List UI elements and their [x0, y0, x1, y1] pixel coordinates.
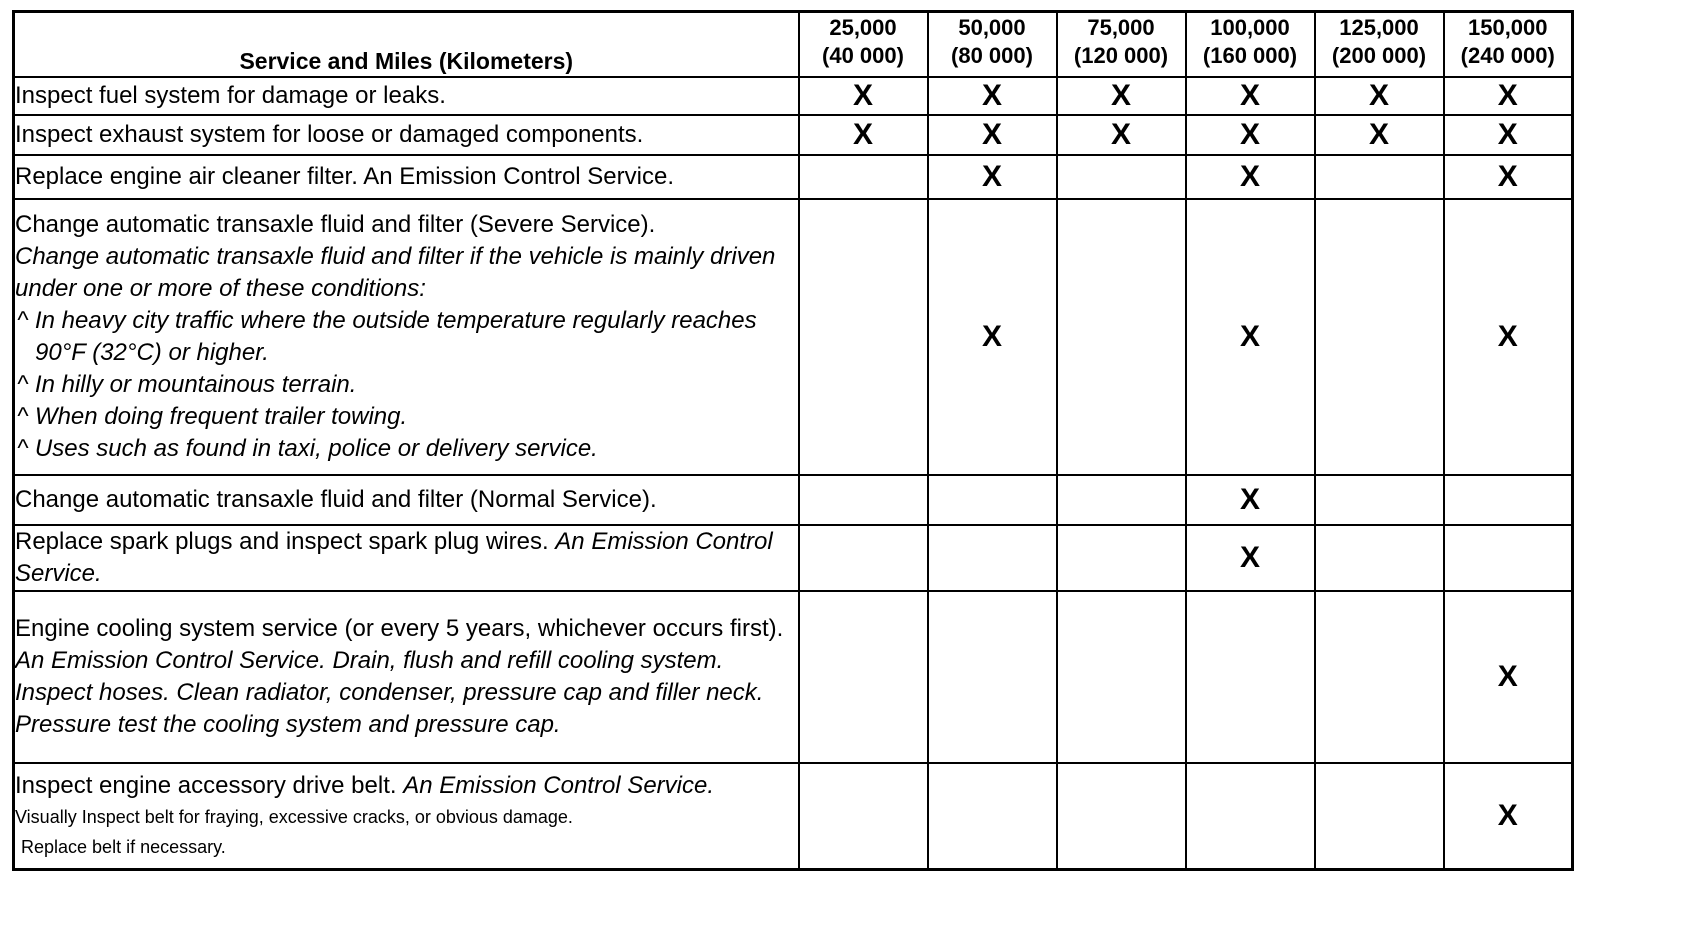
- condition-item: ^ In heavy city traffic where the outside temperature regularly reaches 90°F (32°C) or higher.: [17, 307, 757, 366]
- mark-cell: [1186, 115, 1315, 155]
- x-mark: X: [1239, 118, 1260, 151]
- mark-cell: [1057, 763, 1186, 869]
- mark-cell: [1057, 155, 1186, 199]
- mark-cell: [799, 199, 928, 475]
- x-mark: X: [1497, 118, 1518, 151]
- service-text: Change automatic transaxle fluid and filter (Normal Service).: [15, 486, 657, 513]
- mark-cell: [928, 475, 1057, 525]
- interval-km: (200 000): [1331, 43, 1427, 68]
- service-note: An Emission Control Service.: [15, 528, 773, 587]
- interval-header-100000: [1186, 12, 1315, 78]
- mark-cell: [799, 77, 928, 115]
- service-text: Inspect exhaust system for loose or damaged components.: [15, 121, 644, 148]
- mark-cell: [1057, 475, 1186, 525]
- x-mark: X: [1497, 798, 1518, 832]
- mark-cell: [928, 77, 1057, 115]
- mark-cell: [1315, 763, 1444, 869]
- mark-cell: [928, 525, 1057, 591]
- mark-cell: [1057, 199, 1186, 475]
- mark-cell: [1057, 77, 1186, 115]
- interval-header-150000: [1444, 12, 1573, 78]
- mark-cell: [1444, 77, 1573, 115]
- mark-cell: [1186, 591, 1315, 763]
- x-mark: X: [981, 160, 1002, 193]
- mark-cell: [1444, 525, 1573, 591]
- service-text: Replace engine air cleaner filter. An Emission Control Service.: [15, 163, 674, 190]
- x-mark: X: [1239, 483, 1260, 516]
- service-row-cooling-system: [14, 591, 1573, 763]
- mark-cell: [1444, 591, 1573, 763]
- mark-cell: [1186, 155, 1315, 199]
- mark-cell: [1186, 199, 1315, 475]
- mark-cell: [799, 525, 928, 591]
- mark-cell: [1057, 591, 1186, 763]
- service-text: Inspect fuel system for damage or leaks.: [15, 82, 446, 109]
- mark-cell: [1057, 115, 1186, 155]
- x-mark: X: [1239, 541, 1260, 574]
- mark-cell: [799, 475, 928, 525]
- mark-cell: [1315, 525, 1444, 591]
- mark-cell: [1444, 155, 1573, 199]
- service-description: [14, 115, 799, 155]
- interval-header-75000: [1057, 12, 1186, 78]
- interval-miles: 150,000: [1467, 15, 1548, 40]
- interval-miles: 125,000: [1339, 15, 1419, 40]
- service-text: Engine cooling system service (or every 5 years, whichever occurs first).: [15, 615, 784, 642]
- interval-km: (120 000): [1073, 43, 1169, 68]
- mark-cell: [1186, 763, 1315, 869]
- mark-cell: [1186, 525, 1315, 591]
- service-description: [14, 591, 799, 763]
- interval-miles: 25,000: [829, 15, 897, 40]
- service-description: [14, 763, 799, 869]
- x-mark: X: [1497, 160, 1518, 193]
- x-mark: X: [1497, 79, 1518, 112]
- mark-cell: [928, 155, 1057, 199]
- mark-cell: [928, 763, 1057, 869]
- x-mark: X: [981, 320, 1002, 353]
- interval-km: (240 000): [1460, 43, 1555, 68]
- mark-cell: [1315, 591, 1444, 763]
- x-mark: X: [981, 79, 1002, 112]
- service-detail: Replace belt if necessary.: [21, 836, 226, 857]
- mark-cell: [1186, 475, 1315, 525]
- mark-cell: [1315, 155, 1444, 199]
- mark-cell: [1315, 77, 1444, 115]
- x-mark: X: [1497, 320, 1518, 353]
- interval-km: (160 000): [1202, 43, 1298, 68]
- service-column-header: Service and Miles (Kilometers): [14, 12, 799, 78]
- mark-cell: [1315, 475, 1444, 525]
- interval-miles: 75,000: [1087, 15, 1155, 40]
- maintenance-schedule-table: [12, 10, 1574, 871]
- service-row-transaxle-severe: [14, 199, 1573, 475]
- service-note: Change automatic transaxle fluid and filter if the vehicle is mainly driven under one or more of these conditions:: [15, 243, 776, 302]
- service-row-drive-belt: [14, 763, 1573, 869]
- service-description: [14, 155, 799, 199]
- mark-cell: [799, 155, 928, 199]
- interval-miles: 100,000: [1210, 15, 1290, 40]
- service-description: [14, 77, 799, 115]
- x-mark: X: [1368, 118, 1389, 151]
- service-description: [14, 475, 799, 525]
- x-mark: X: [1239, 160, 1260, 193]
- mark-cell: [799, 591, 928, 763]
- mark-cell: [928, 115, 1057, 155]
- mark-cell: [799, 763, 928, 869]
- service-note: An Emission Control Service. Drain, flush and refill cooling system. Inspect hoses. Clean radiator, condenser, pressure cap and filler neck. Pressure test the cooling system and pressure cap.: [15, 647, 764, 738]
- mark-cell: [1444, 475, 1573, 525]
- service-row-spark-plugs: [14, 525, 1573, 591]
- x-mark: X: [981, 118, 1002, 151]
- x-mark: X: [1239, 79, 1260, 112]
- interval-header-125000: [1315, 12, 1444, 78]
- service-row-fuel-system: [14, 77, 1573, 115]
- x-mark: X: [852, 118, 873, 151]
- x-mark: X: [1110, 118, 1131, 151]
- mark-cell: [1444, 115, 1573, 155]
- mark-cell: [1315, 199, 1444, 475]
- interval-km: (80 000): [951, 43, 1033, 68]
- mark-cell: [1186, 77, 1315, 115]
- x-mark: X: [852, 79, 873, 112]
- mark-cell: [1057, 525, 1186, 591]
- condition-item: ^ Uses such as found in taxi, police or delivery service.: [17, 435, 598, 462]
- interval-km: (40 000): [822, 43, 904, 68]
- service-description: [14, 199, 799, 475]
- service-text: Replace spark plugs and inspect spark plug wires.: [15, 528, 549, 555]
- condition-item: ^ When doing frequent trailer towing.: [17, 403, 408, 430]
- service-row-air-cleaner: [14, 155, 1573, 199]
- mark-cell: [928, 199, 1057, 475]
- mark-cell: [1444, 763, 1573, 869]
- service-text: Change automatic transaxle fluid and filter (Severe Service).: [15, 211, 656, 238]
- mark-cell: [1444, 199, 1573, 475]
- mark-cell: [928, 591, 1057, 763]
- condition-item: ^ In hilly or mountainous terrain.: [17, 371, 357, 398]
- x-mark: X: [1110, 79, 1131, 112]
- mark-cell: [799, 115, 928, 155]
- service-detail: Visually Inspect belt for fraying, excessive cracks, or obvious damage.: [15, 806, 573, 827]
- service-row-exhaust-system: [14, 115, 1573, 155]
- interval-miles: 50,000: [958, 15, 1026, 40]
- x-mark: X: [1497, 660, 1518, 693]
- x-mark: X: [1239, 320, 1260, 353]
- service-text: Inspect engine accessory drive belt.: [15, 771, 397, 799]
- interval-header-50000: [928, 12, 1057, 78]
- service-description: [14, 525, 799, 591]
- service-row-transaxle-normal: [14, 475, 1573, 525]
- mark-cell: [1315, 115, 1444, 155]
- service-note: An Emission Control Service.: [403, 771, 714, 799]
- x-mark: X: [1368, 79, 1389, 112]
- interval-header-25000: [799, 12, 928, 78]
- header-row: [14, 12, 1573, 78]
